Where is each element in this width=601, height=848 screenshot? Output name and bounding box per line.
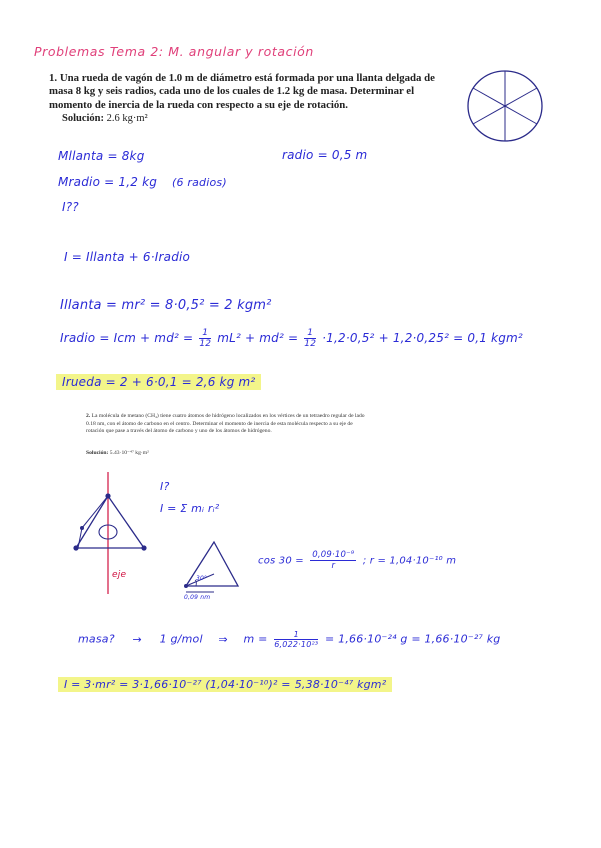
angle-label: 30° — [196, 575, 208, 582]
problem-1-number: 1. — [49, 72, 58, 84]
mass-fraction: $\frac{1}{\text{6,022·10²³}}$ — [274, 630, 319, 649]
page-title: Problemas Tema 2: M. angular y rotación — [34, 44, 314, 59]
note-unknown-i: I?? — [62, 200, 79, 214]
note-m-radio: Mradio = 1,2 kg — [58, 175, 158, 189]
note-final-inertia: I = 3·mr² = 3·1,66·10⁻²⁷ (1,04·10⁻¹⁰)² = 5,38·10⁻⁴⁷ kgm² — [58, 678, 392, 691]
axis-label: eje — [112, 570, 127, 580]
note-unknown-i-2: I? — [160, 480, 170, 493]
problem-1-statement — [49, 72, 441, 112]
i-radio-mid: mL² + md² = — [217, 331, 299, 345]
wheel-diagram — [464, 68, 546, 144]
cos-fraction: $\frac{\text{0,09·10⁻⁹}}{r}$ — [312, 550, 355, 571]
problem-1-text: Una rueda de vagón de 1.0 m de diámetro está formada por una llanta delgada de masa 8 kg y seis radios, cada uno de los cuales de 1.2 kg de masa. Determinar el momento de inercia de la rueda con respecto a su eje de rotación. — [49, 72, 435, 111]
note-six-spokes: (6 radios) — [172, 176, 227, 189]
problem-1-solution-value: 2.6 kg·m² — [106, 113, 148, 124]
problem-1-solution-label: Solución: — [62, 113, 105, 124]
i-radio-fraction-2: $\frac{1}{12}$ — [304, 328, 317, 349]
i-radio-lhs: Iradio = Icm + md² = — [60, 331, 194, 345]
note-i-radio — [60, 328, 523, 349]
problem-2-text: La molécula de metano (CH₄) tiene cuatro átomos de hidrógeno localizados en los vértices de un tetraedro regular de lado 0.18 nm, con el átomo de carbono en el centro. Determinar el momento de inercia de esta molécula respecto a su eje de rotación que pase a través del átomo de carbono y uno de los átomos de hidrógeno. — [86, 413, 365, 435]
angle-triangle-diagram — [180, 536, 244, 594]
note-m-llanta: Mllanta = 8kg — [58, 149, 145, 163]
problem-2-solution — [86, 450, 149, 456]
note-result-rueda: Irueda = 2 + 6·0,1 = 2,6 kg m² — [56, 374, 261, 390]
problem-2-statement — [86, 413, 371, 436]
note-sum-equation: I = Illanta + 6·Iradio — [64, 250, 191, 264]
note-inertia-formula: I = Σ mᵢ rᵢ² — [160, 502, 220, 515]
i-radio-fraction-1: $\frac{1}{12}$ — [199, 328, 212, 349]
note-mass-calculation: masa? → 1 g/mol ⇒ m = $\frac{1}{\text{6,022·10²³}}$ = 1,66·10⁻²⁴ g = 1,66·10⁻²⁷ kg — [78, 630, 501, 649]
i-radio-rhs: ·1,2·0,5² + 1,2·0,25² = 0,1 kgm² — [322, 331, 523, 345]
problem-2-number: 2. — [86, 413, 91, 419]
note-cos-equation: cos 30 = $\frac{\text{0,09·10⁻⁹}}{r}$ ; r = 1,04·10⁻¹⁰ m — [258, 550, 457, 571]
note-i-llanta: Illanta = mr² = 8·0,5² = 2 kgm² — [60, 298, 272, 313]
half-side-label: 0,09 nm — [184, 594, 211, 601]
problem-1-solution — [62, 113, 148, 124]
problem-2-solution-value: 5.43·10⁻⁴⁷ kg·m² — [109, 450, 149, 456]
note-radio: radio = 0,5 m — [282, 148, 368, 162]
problem-2-solution-label: Solución: — [86, 450, 109, 456]
